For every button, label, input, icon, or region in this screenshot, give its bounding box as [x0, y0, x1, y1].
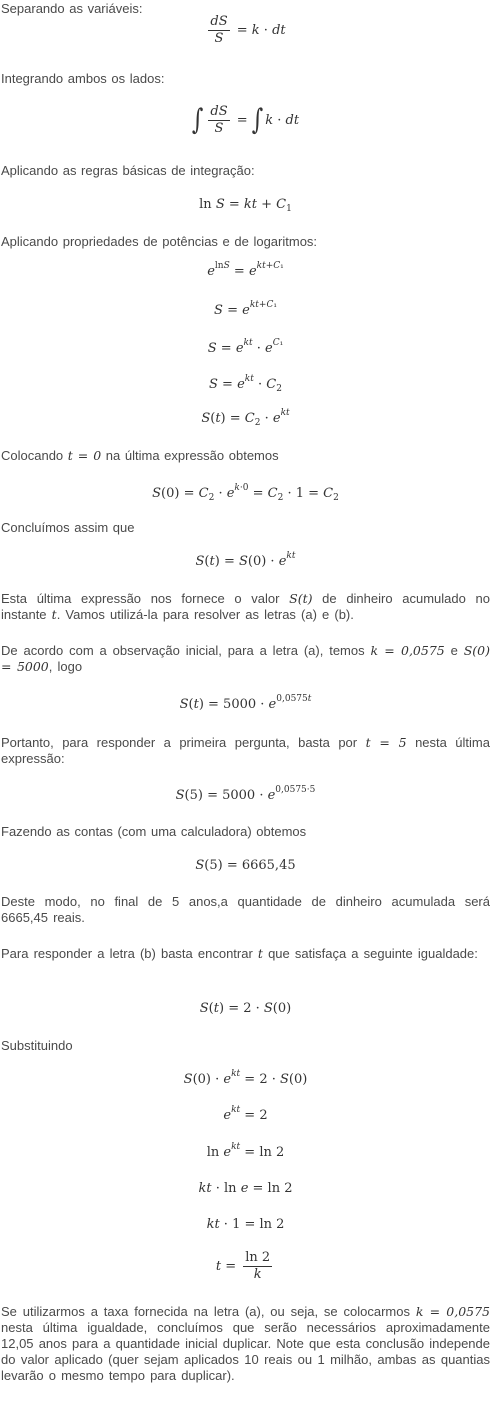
equation-integral: ∫ $\frac{dS}{S}$ = ∫ k · dt [191, 103, 300, 137]
paragraph-portanto: Portanto, para responder a primeira pergunta, basta por t = 5 nesta última expressão: [1, 735, 490, 766]
equation-t-solution: t = $\frac{\ln 2}{k}$ [215, 1250, 271, 1282]
paragraph-conclusion: Se utilizarmos a taxa fornecida na letra (a), ou seja, se colocarmos k = 0,0575 nesta última igualdade, concluímos que serão necessários aproximadamente 12,05 anos para a quantidade inicial duplicar. Note que esta conclusão independe do valor aplicado (quer sejam aplicados 10 reais ou 1 milhão, ambas as quantias levarão o mesmo tempo para duplicar). [1, 1304, 491, 1383]
paragraph-substituindo: Substituindo [1, 1038, 73, 1053]
equation-sub-5: kt · 1 = ln 2 [206, 1217, 285, 1232]
equation-s5-result: S(5) = 6665,45 [195, 858, 296, 873]
equation-sub-1: $S(0) \cdot e^{kt} = 2 \cdot S(0)$ [183, 1069, 308, 1087]
equation-s0: $S(0) = C_2 \cdot e^{k\cdot 0} = C_2 \cdot 1 = C_2$ [152, 483, 339, 503]
paragraph-deste-modo: Deste modo, no final de 5 anos,a quantidade de dinheiro acumulada será 6665,45 reais. [1, 894, 490, 925]
paragraph-integrando: Integrando ambos os lados: [1, 71, 165, 86]
equation-exp-3: $S = e^{kt} \cdot e^{C_1}$ [207, 338, 284, 356]
paragraph-de-acordo: De acordo com a observação inicial, para a letra (a), temos k = 0,0575 e S(0) = 5000, logo [1, 643, 490, 674]
paragraph-para-responder: Para responder a letra (b) basta encontrar t que satisfaça a seguinte igualdade: [1, 946, 478, 961]
equation-exp-5: $S(t) = C_2 \cdot e^{kt}$ [201, 408, 290, 428]
equation-sub-2: $e^{kt} = 2$ [223, 1105, 268, 1123]
paragraph-separando: Separando as variáveis: [1, 1, 143, 16]
equation-separated: $\frac{dS}{S}$ = k · dt [210, 14, 286, 46]
equation-sub-3: $\ln e^{kt} = \ln 2$ [206, 1142, 285, 1160]
paragraph-concluimos: Concluímos assim que [1, 520, 135, 535]
equation-sub-4: kt · ln e = ln 2 [198, 1181, 293, 1196]
paragraph-esta-ultima: Esta última expressão nos fornece o valor S(t) de dinheiro acumulado no instante t. Vamos utilizá-la para resolver as letras (a) e (b). [1, 591, 490, 622]
equation-log: ln S = kt + $C_1$ [199, 197, 292, 214]
equation-exp-2: $S = e^{kt+C_1}$ [214, 300, 277, 318]
paragraph-regras: Aplicando as regras básicas de integração: [1, 163, 255, 178]
equation-exp-1: $e^{lnS} = e^{kt+C_1}$ [207, 261, 284, 279]
equation-s5: $S(5) = 5000 \cdot e^{0,0575\cdot 5}$ [175, 785, 316, 803]
equation-exp-4: $S = e^{kt} \cdot C_2$ [209, 374, 282, 394]
equation-st-5000: $S(t) = 5000 \cdot e^{0,0575t}$ [179, 694, 312, 712]
paragraph-colocando: Colocando t = 0 na última expressão obtemos [1, 448, 279, 463]
equation-doubling: S(t) = 2 · S(0) [199, 1001, 292, 1016]
paragraph-fazendo: Fazendo as contas (com uma calculadora) obtemos [1, 824, 307, 839]
equation-st: $S(t) = S(0) \cdot e^{kt}$ [195, 551, 296, 569]
paragraph-propriedades: Aplicando propriedades de potências e de logaritmos: [1, 234, 318, 249]
